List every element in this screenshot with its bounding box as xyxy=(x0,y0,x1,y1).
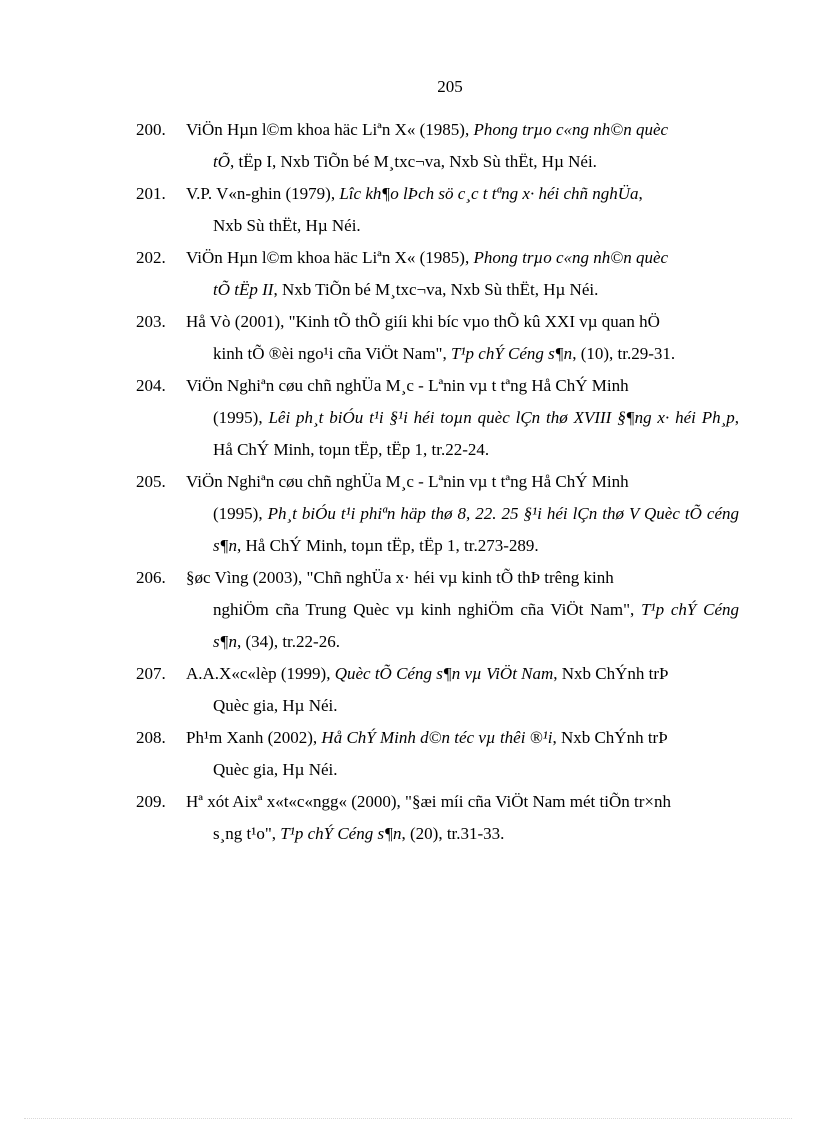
reference-title: Phong trµo c«ng nh©n quèc xyxy=(473,248,669,267)
reference-text: , Nxb TiÕn bé M¸txc¬va, Nxb Sù thËt, Hµ Néi. xyxy=(273,280,599,299)
footer-divider xyxy=(24,1118,792,1119)
reference-item xyxy=(136,114,739,178)
reference-continuation xyxy=(213,594,739,658)
reference-number: 206. xyxy=(136,568,166,587)
reference-text: ViÖn Nghiªn cøu chñ nghÜa M¸c - Lªnin vµ t tªng Hå ChÝ Minh xyxy=(186,472,629,491)
reference-text: V.P. V«n-ghin (1979), xyxy=(186,184,340,203)
reference-continuation xyxy=(213,402,739,466)
reference-number: 205. xyxy=(136,472,166,491)
reference-text: , (34), tr.22-26. xyxy=(237,632,340,651)
reference-text: , (10), tr.29-31. xyxy=(572,344,676,363)
reference-item xyxy=(136,722,739,786)
reference-text: , xyxy=(638,184,643,203)
reference-text: kinh tÕ ®èi ngo¹i cña ViÖt Nam", xyxy=(213,344,451,363)
reference-continuation xyxy=(213,338,739,370)
reference-text: , Nxb ChÝnh trÞ xyxy=(552,728,668,747)
reference-text: Quèc gia, Hµ Néi. xyxy=(213,760,338,779)
reference-item xyxy=(136,466,739,562)
reference-item xyxy=(136,242,739,306)
reference-title: T¹p chÝ Céng s¶n xyxy=(213,600,739,651)
reference-continuation xyxy=(213,210,739,242)
reference-item xyxy=(136,306,739,370)
reference-continuation xyxy=(213,498,739,562)
reference-title: Ph¸t biÓu t¹i phiªn häp thø 8, 22. 25 §¹i héi lÇn thø V Quèc tÕ céng s¶n xyxy=(213,504,739,555)
reference-text: , Hå ChÝ Minh, toµn tËp, tËp 1, tr.22-24. xyxy=(213,408,740,459)
reference-text: , Hå ChÝ Minh, toµn tËp, tËp 1, tr.273-289. xyxy=(237,536,539,555)
reference-text: (1995), xyxy=(213,504,268,523)
reference-text: , (20), tr.31-33. xyxy=(401,824,505,843)
reference-title: tÕ xyxy=(213,152,230,171)
reference-first-line xyxy=(186,658,739,690)
reference-item xyxy=(136,658,739,722)
reference-text: nghiÖm cña Trung Quèc vµ kinh nghiÖm cña ViÖt Nam", xyxy=(213,600,642,619)
reference-text: , Nxb ChÝnh trÞ xyxy=(553,664,669,683)
reference-number: 208. xyxy=(136,728,166,747)
reference-continuation xyxy=(213,754,739,786)
reference-first-line xyxy=(186,786,739,818)
reference-first-line xyxy=(186,178,739,210)
reference-number: 202. xyxy=(136,248,166,267)
reference-item xyxy=(136,786,739,850)
reference-text: ViÖn Hµn l©m khoa häc Liªn X« (1985), xyxy=(186,248,474,267)
reference-first-line xyxy=(186,114,739,146)
reference-item xyxy=(136,178,739,242)
reference-item xyxy=(136,562,739,658)
reference-continuation xyxy=(213,818,739,850)
reference-continuation xyxy=(213,274,739,306)
reference-title: T¹p chÝ Céng s¶n xyxy=(280,824,402,843)
reference-number: 200. xyxy=(136,120,166,139)
reference-first-line xyxy=(186,370,739,402)
reference-title: Phong trµo c«ng nh©n quèc xyxy=(473,120,669,139)
reference-first-line xyxy=(186,466,739,498)
reference-text: Nxb Sù thËt, Hµ Néi. xyxy=(213,216,361,235)
reference-title: tÕ tËp II xyxy=(213,280,274,299)
page-number: 205 xyxy=(437,77,463,96)
reference-title: Quèc tÕ Céng s¶n vµ ViÖt Nam xyxy=(334,664,554,683)
reference-first-line xyxy=(186,242,739,274)
reference-text: Hå Vò (2001), "Kinh tÕ thÕ giíi khi bíc vµo thÕ kû XXI vµ quan hÖ xyxy=(186,312,660,331)
reference-text: Quèc gia, Hµ Néi. xyxy=(213,696,338,715)
reference-number: 204. xyxy=(136,376,166,395)
reference-title: Hå ChÝ Minh d©n téc vµ thêi ®¹i xyxy=(321,728,553,747)
reference-first-line xyxy=(186,562,739,594)
reference-continuation xyxy=(213,690,739,722)
reference-text: ViÖn Hµn l©m khoa häc Liªn X« (1985), xyxy=(186,120,474,139)
reference-continuation xyxy=(213,146,739,178)
reference-number: 203. xyxy=(136,312,166,331)
reference-text: A.A.X«c«lèp (1999), xyxy=(186,664,335,683)
reference-number: 201. xyxy=(136,184,166,203)
reference-text: Ph¹m Xanh (2002), xyxy=(186,728,322,747)
reference-text: Hª xót Aixª x«t«c«ngg« (2000), "§æi míi cña ViÖt Nam mét tiÕn tr×nh xyxy=(186,792,671,811)
reference-first-line xyxy=(186,722,739,754)
reference-text: §øc Vìng (2003), "Chñ nghÜa x· héi vµ kinh tÕ thÞ trêng kinh xyxy=(186,568,614,587)
reference-number: 207. xyxy=(136,664,166,683)
reference-text: , tËp I, Nxb TiÕn bé M¸txc¬va, Nxb Sù thËt, Hµ Néi. xyxy=(230,152,597,171)
reference-text: s¸ng t¹o", xyxy=(213,824,281,843)
reference-title: T¹p chÝ Céng s¶n xyxy=(450,344,573,363)
reference-title: Lîc kh¶o lÞch sö c¸c t tªng x· héi chñ nghÜa xyxy=(339,184,639,203)
reference-list xyxy=(136,114,739,850)
reference-first-line xyxy=(186,306,739,338)
reference-number: 209. xyxy=(136,792,166,811)
reference-text: (1995), xyxy=(213,408,269,427)
reference-text: ViÖn Nghiªn cøu chñ nghÜa M¸c - Lªnin vµ t tªng Hå ChÝ Minh xyxy=(186,376,629,395)
reference-title: Lêi ph¸t biÓu t¹i §¹i héi toµn quèc lÇn thø XVIII §¶ng x· héi Ph¸p xyxy=(268,408,735,427)
reference-item xyxy=(136,370,739,466)
